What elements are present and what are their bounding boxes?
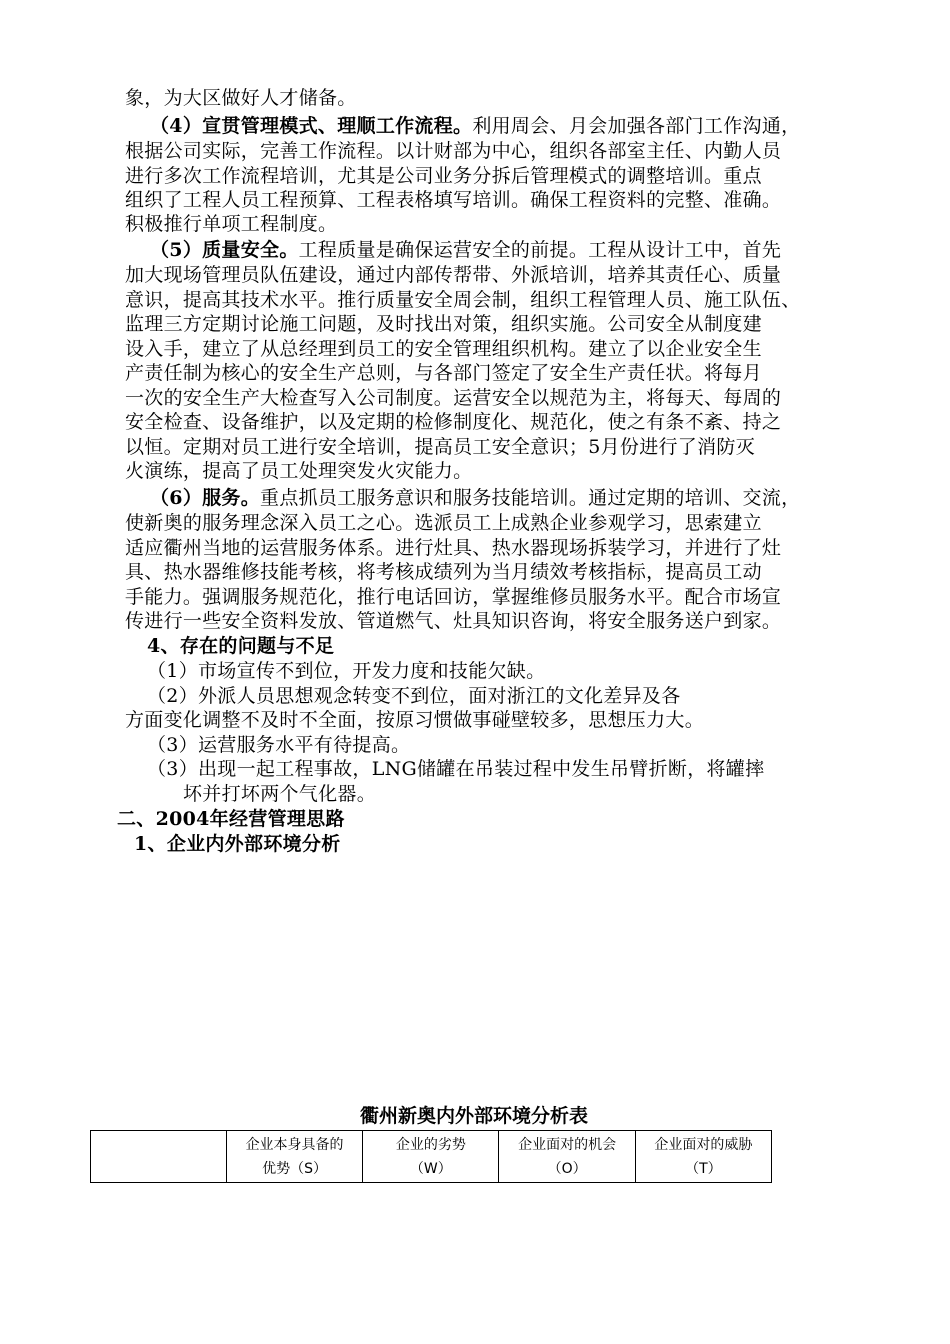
table-title: 衢州新奥内外部环境分析表 [360, 1105, 589, 1127]
subsection-heading: 1、企业内外部环境分析 [134, 833, 341, 855]
header-line: （O） [547, 1160, 587, 1177]
header-line: 企业面对的机会 [518, 1136, 617, 1153]
section-heading: 二、2004年经营管理思路 [117, 808, 345, 830]
text-line: 使新奥的服务理念深入员工之心。选派员工上成熟企业参观学习，思索建立 [125, 512, 762, 534]
header-line: 企业的劣势 [395, 1136, 466, 1153]
paragraph-6-heading: （6）服务。 [150, 487, 261, 509]
text-line: 具、热水器维修技能考核，将考核成绩列为当月绩效考核指标，提高员工动 [125, 561, 762, 583]
header-line: （T） [685, 1160, 722, 1177]
text-line: 组织了工程人员工程预算、工程表格填写培训。确保工程资料的完整、准确。 [125, 189, 782, 211]
paragraph-6 [150, 486, 890, 511]
table-header-cell [635, 1131, 771, 1183]
text-line: 火演练，提高了员工处理突发火灾能力。 [125, 460, 473, 482]
text-line: 安全检查、设备维护，以及定期的检修制度化、规范化，使之有条不紊、持之 [125, 411, 782, 433]
text-line: 手能力。强调服务规范化，推行电话回访，掌握维修员服务水平。配合市场宣 [125, 586, 782, 608]
text-line: 产责任制为核心的安全生产总则，与各部门签定了安全生产责任状。将每月 [125, 362, 762, 384]
text-line: 进行多次工作流程培训，尤其是公司业务分拆后管理模式的调整培训。重点 [125, 165, 762, 187]
text-line: 适应衢州当地的运营服务体系。进行灶具、热水器现场拆装学习，并进行了灶 [125, 537, 782, 559]
table-header-cell [499, 1131, 635, 1183]
header-line: （W） [409, 1160, 452, 1177]
issue-item: （1）市场宣传不到位，开发力度和技能欠缺。 [147, 660, 546, 682]
issues-heading: 4、存在的问题与不足 [147, 635, 335, 657]
text-line: 象，为大区做好人才储备。 [125, 87, 357, 109]
table-header-cell [363, 1131, 499, 1183]
text-line: 加大现场管理员队伍建设，通过内部传帮带、外派培训，培养其责任心、质量 [125, 264, 782, 286]
issue-item-continuation: 方面变化调整不及时不全面，按原习惯做事碰壁较多，思想压力大。 [125, 709, 705, 731]
issue-item: （3）出现一起工程事故，LNG储罐在吊装过程中发生吊臂折断，将罐摔 [147, 758, 765, 780]
swot-table [90, 1130, 772, 1183]
header-line: 企业本身具备的 [245, 1136, 344, 1153]
text-line: 利用周会、月会加强各部门工作沟通， [472, 115, 801, 137]
text-line: 意识，提高其技术水平。推行质量安全周会制，组织工程管理人员、施工队伍、 [125, 289, 801, 311]
text-line: 监理三方定期讨论施工问题，及时找出对策，组织实施。公司安全从制度建 [125, 313, 762, 335]
header-line: 优势（S） [262, 1160, 328, 1177]
text-line: 重点抓员工服务意识和服务技能培训。通过定期的培训、交流， [260, 487, 801, 509]
issue-item: （2）外派人员思想观念转变不到位，面对浙江的文化差异及各 [147, 685, 681, 707]
table-header-cell [226, 1131, 362, 1183]
text-line: 工程质量是确保运营安全的前提。工程从设计工中，首先 [298, 239, 782, 261]
text-line: 一次的安全生产大检查写入公司制度。运营安全以规范为主，将每天、每周的 [125, 387, 782, 409]
table-row [91, 1131, 772, 1183]
text-line: 根据公司实际，完善工作流程。以计财部为中心，组织各部室主任、内勤人员 [125, 140, 782, 162]
header-line: 企业面对的威胁 [654, 1136, 753, 1153]
paragraph-4 [150, 114, 890, 139]
issue-item: （3）运营服务水平有待提高。 [147, 734, 411, 756]
text-line: 传进行一些安全资料发放、管道燃气、灶具知识咨询，将安全服务送户到家。 [125, 610, 782, 632]
table-cell-empty [91, 1131, 227, 1183]
paragraph-4-heading: （4）宣贯管理模式、理顺工作流程。 [150, 115, 473, 137]
text-line: 设入手，建立了从总经理到员工的安全管理组织机构。建立了以企业安全生 [125, 338, 762, 360]
paragraph-5-heading: （5）质量安全。 [150, 239, 299, 261]
text-line: 积极推行单项工程制度。 [125, 213, 338, 235]
text-line: 以恒。定期对员工进行安全培训，提高员工安全意识；5月份进行了消防灭 [125, 436, 755, 458]
issue-item-continuation: 坏并打坏两个气化器。 [183, 783, 377, 805]
paragraph-5 [150, 238, 890, 263]
